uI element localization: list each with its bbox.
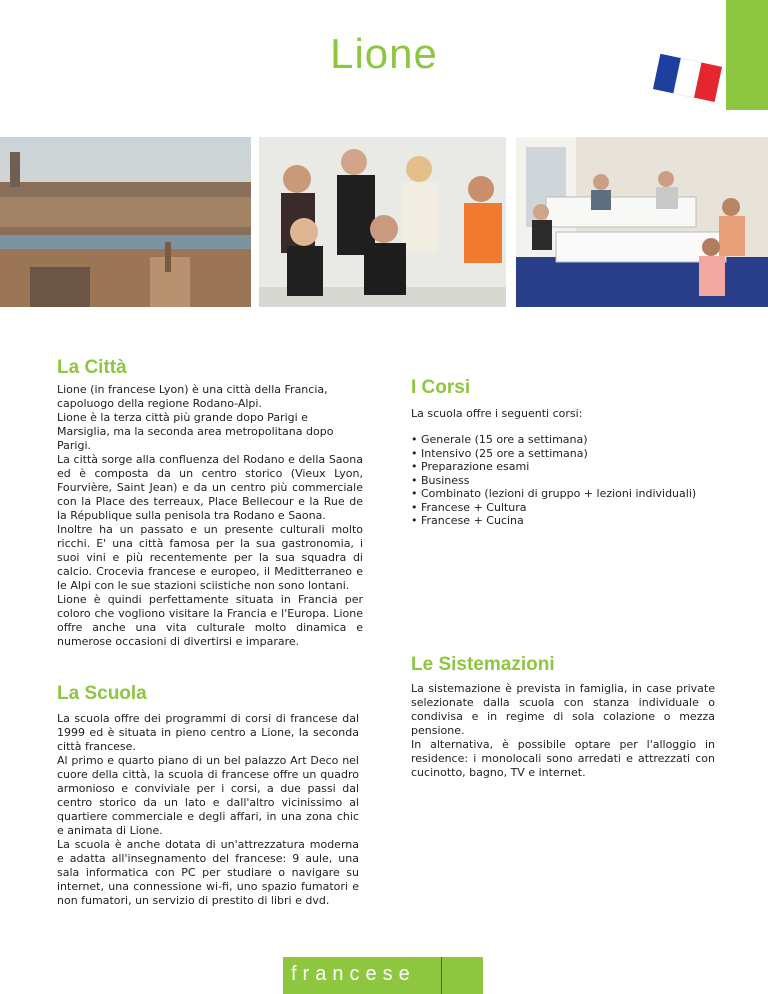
list-item: • Generale (15 ore a settimana) <box>411 433 721 447</box>
corsi-list <box>411 433 721 528</box>
city-panorama-photo <box>0 137 251 307</box>
list-item: • Combinato (lezioni di gruppo + lezioni individuali) <box>411 487 721 501</box>
footer-label: francese <box>291 963 416 985</box>
citta-paragraph: Inoltre ha un passato e un presente culturali molto ricchi. E' una città famosa per la sua gastronomia, i suoi vini e più recentemente per la sua squadra di calcio. Crocevia francese e europeo, il Meditterraneo e le Alpi con le sue stazioni sciistiche non sono lontani. <box>57 523 363 592</box>
sistemazioni-paragraph: In alternativa, è possibile optare per l'alloggio in residence: i monolocali sono arredati e attrezzati con cucinotto, bagno, TV e internet. <box>411 738 715 779</box>
french-flag-icon <box>650 50 726 106</box>
students-group-photo <box>259 137 506 307</box>
citta-paragraph: Lione è quindi perfettamente situata in Francia per coloro che vogliono visitare la Francia e l'Europa. Lione offre anche una vita culturale molto dinamica e numerose occasioni di divertirsi e imparare. <box>57 593 363 648</box>
sistemazioni-paragraph: La sistemazione è prevista in famiglia, in case private selezionate dalla scuola con stanza individuale o condivisa e in regime di sola colazione o mezza pensione. <box>411 682 715 737</box>
citta-paragraph: Lione è la terza città più grande dopo Parigi e Marsiglia, ma la seconda area metropolitana dopo Parigi. <box>57 411 334 452</box>
corsi-intro: La scuola offre i seguenti corsi: <box>411 407 583 420</box>
scuola-paragraph: La scuola offre dei programmi di corsi di francese dal 1999 ed è situata in pieno centro a Lione, la seconda città francese. <box>57 712 359 753</box>
sistemazioni-heading: Le Sistemazioni <box>411 654 555 675</box>
scuola-section <box>57 683 359 908</box>
citta-paragraph: Lione (in francese Lyon) è una città della Francia, capoluogo della regione Rodano-Alpi. <box>57 383 328 410</box>
citta-section <box>57 357 363 649</box>
classroom-photo <box>516 137 768 307</box>
list-item: • Francese + Cucina <box>411 514 721 528</box>
page-title: Lione <box>330 30 438 77</box>
sistemazioni-section <box>411 654 715 780</box>
corsi-section <box>411 377 721 528</box>
citta-heading: La Città <box>57 357 127 378</box>
list-item: • Intensivo (25 ore a settimana) <box>411 447 721 461</box>
citta-paragraph: La città sorge alla confluenza del Rodano e della Saona ed è composta da un centro storico (Vieux Lyon, Fourvière, Saint Jean) e da un centro più commerciale con la Place des terreaux, Place Bellecour e la Rue de la République sulla penisola tra Rodano e Saona. <box>57 453 363 522</box>
footer-divider <box>441 957 442 994</box>
list-item: • Preparazione esami <box>411 460 721 474</box>
scuola-paragraph: La scuola è anche dotata di un'attrezzatura moderna e adatta all'insegnamento del francese: 9 aule, una sala informatica con PC per studiare o navigare su internet, una connessione wi-fi, uno spazio fumatori e non fumatori, un servizio di prestito di libri e dvd. <box>57 838 359 907</box>
scuola-heading: La Scuola <box>57 683 147 704</box>
list-item: • Francese + Cultura <box>411 501 721 515</box>
scuola-paragraph: Al primo e quarto piano di un bel palazzo Art Deco nel cuore della città, la scuola di francese offre un quadro armonioso e conviviale per i corsi, a due passi dal centro storico da un lato e dall'altro vicinissimo al quartiere commerciale e degli affari, in una zona chic e animata di Lione. <box>57 754 359 837</box>
list-item: • Business <box>411 474 721 488</box>
corsi-heading: I Corsi <box>411 377 471 398</box>
